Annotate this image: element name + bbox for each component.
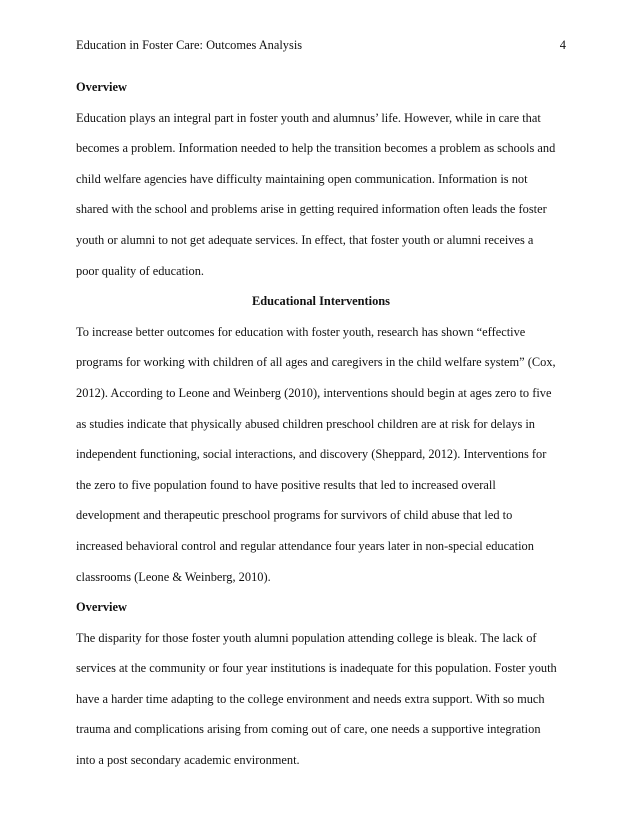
- line-20: have a harder time adapting to the college environment and needs extra support. With so much: [76, 691, 545, 706]
- line-15: increased behavioral control and regular attendance four years later in non-special education: [76, 538, 534, 553]
- line-17: Overview: [76, 600, 127, 615]
- line-3: child welfare agencies have difficulty maintaining open communication. Information is not: [76, 171, 528, 186]
- page-number: 4: [559, 38, 566, 52]
- line-21: trauma and complications arising from coming out of care, one needs a supportive integration: [76, 722, 541, 737]
- line-18: The disparity for those foster youth alumni population attending college is bleak. The lack of: [76, 630, 537, 645]
- line-9: programs for working with children of all ages and caregivers in the child welfare system” (Cox,: [76, 355, 556, 370]
- line-8: To increase better outcomes for education with foster youth, research has shown “effective: [76, 324, 526, 339]
- line-11: as studies indicate that physically abused children preschool children are at risk for delays in: [76, 416, 535, 431]
- running-head: [76, 37, 566, 53]
- line-13: the zero to five population found to have positive results that led to increased overall: [76, 477, 496, 492]
- line-16: classrooms (Leone & Weinberg, 2010).: [76, 569, 271, 584]
- line-6: poor quality of education.: [76, 263, 205, 278]
- line-19: services at the community or four year institutions is inadequate for this population. Foster youth: [76, 661, 557, 676]
- line-0: Overview: [76, 80, 127, 94]
- line-7: Educational Interventions: [251, 294, 391, 309]
- line-1: Education plays an integral part in foster youth and alumnus’ life. However, while in care that: [76, 110, 541, 125]
- line-22: into a post secondary academic environment.: [76, 753, 300, 768]
- line-14: development and therapeutic preschool programs for survivors of child abuse that led to: [76, 508, 513, 523]
- line-2: becomes a problem. Information needed to help the transition becomes a problem as schools and: [76, 141, 556, 156]
- line-5: youth or alumni to not get adequate services. In effect, that foster youth or alumni receives a: [76, 232, 534, 247]
- line-4: shared with the school and problems arise in getting required information often leads the foster: [76, 202, 547, 217]
- document-body: [76, 79, 566, 783]
- line-12: independent functioning, social interactions, and discovery (Sheppard, 2012). Interventions for: [76, 447, 547, 462]
- running-title: Education in Foster Care: Outcomes Analysis: [76, 38, 303, 52]
- line-10: 2012). According to Leone and Weinberg (2010), interventions should begin at ages zero to five: [76, 385, 552, 400]
